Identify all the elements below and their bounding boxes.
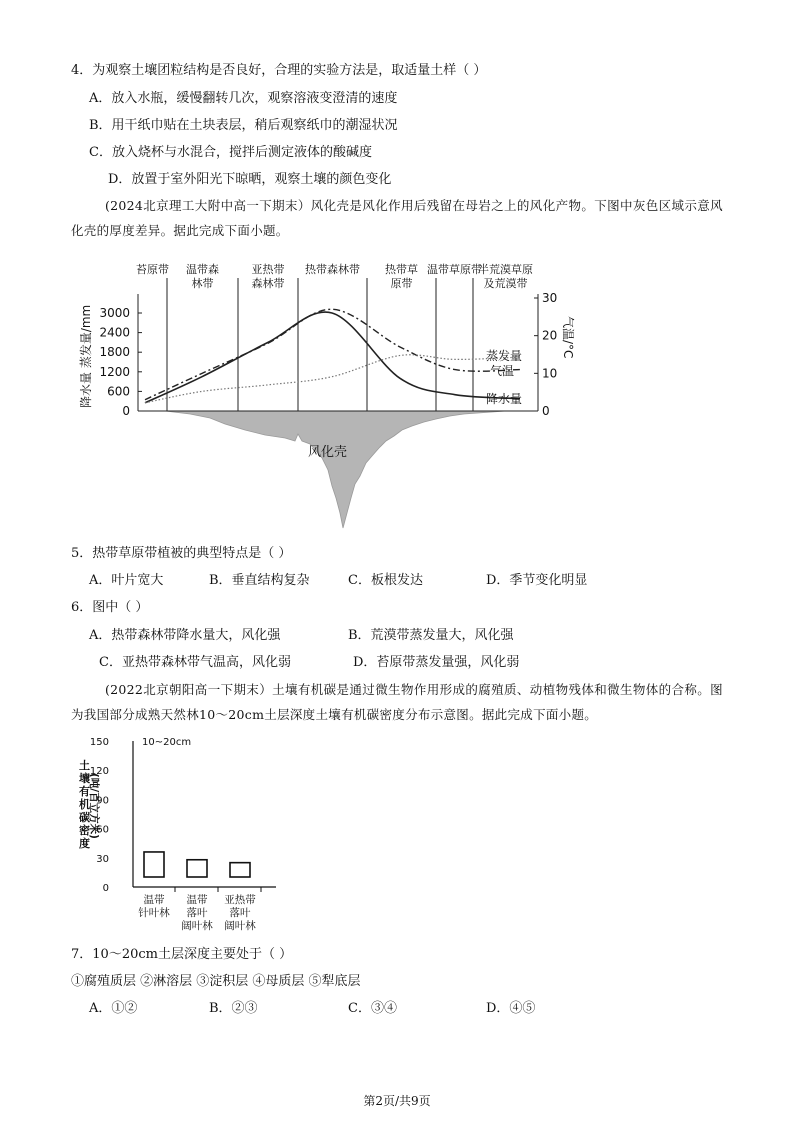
- right-tick-label: 30: [542, 291, 558, 305]
- zone-label-5: 热带草: [385, 263, 418, 276]
- zone-label-3: 森林带: [251, 277, 285, 290]
- q4-stem: 4．为观察土壤团粒结构是否良好，合理的实验方法是，取适量土样（ ）: [71, 63, 487, 78]
- q6-option-b: B．荒漠带蒸发量大，风化强: [348, 628, 514, 643]
- q7-option-d: D．④⑤: [486, 1001, 536, 1016]
- precipitation-line: [145, 312, 523, 403]
- category-label-3: 落叶: [229, 907, 251, 919]
- right-tick-label: 20: [542, 328, 558, 343]
- q5-option-a: A．叶片宽大: [89, 573, 164, 588]
- zone-dividers: [167, 278, 473, 411]
- y-tick-label: 30: [96, 853, 109, 865]
- y-tick-label: 60: [96, 824, 109, 836]
- q6-stem: 6．图中（ ）: [71, 600, 149, 615]
- left-tick-label: 1800: [99, 345, 130, 360]
- zone-label-7: 及荒漠带: [483, 277, 528, 290]
- left-tick-label: 1200: [99, 364, 130, 379]
- weathering-crust-label: 风化壳: [308, 445, 348, 460]
- q7-option-c: C．③④: [348, 1001, 397, 1016]
- soil-carbon-chart: [66, 733, 286, 938]
- q6-options-row1: [89, 627, 729, 645]
- left-tick-label: 0: [122, 404, 130, 418]
- right-axis-ticks: [534, 291, 557, 418]
- bar-1: [144, 852, 164, 877]
- category-label-2: 温带: [186, 894, 208, 906]
- evaporation-label: 蒸发量: [486, 349, 523, 363]
- q6-option-d: D．苔原带蒸发量强，风化弱: [353, 655, 520, 670]
- right-axis-label: 气温/°C: [561, 316, 575, 359]
- q5-option-d: D．季节变化明显: [486, 573, 588, 588]
- zone-label-5: 原带: [390, 277, 413, 290]
- x-axis-separators: [175, 887, 261, 892]
- q5-options: [89, 572, 729, 590]
- chart2-title: 10~20cm: [142, 737, 192, 748]
- right-tick-label: 10: [542, 366, 558, 381]
- q5-option-c: C．板根发达: [348, 573, 423, 588]
- y-tick-label: 90: [96, 795, 109, 807]
- category-label-3: 亚热带: [224, 894, 256, 906]
- left-tick-label: 600: [107, 384, 130, 399]
- q6-option-c: C．亚热带森林带气温高，风化弱: [99, 655, 291, 670]
- zone-label-2: 温带森: [186, 263, 219, 276]
- category-labels: [138, 893, 256, 932]
- page-footer: 第2页/共9页: [363, 1094, 431, 1108]
- zone-label-2: 林带: [191, 277, 214, 290]
- right-tick-label: 0: [542, 404, 550, 418]
- temperature-label: 气温: [490, 364, 515, 378]
- left-tick-label: 2400: [99, 325, 130, 340]
- left-axis-ticks: [99, 306, 142, 418]
- y-axis-label-unit: (吨/百立方米): [88, 773, 100, 839]
- y-tick-label: 120: [89, 766, 109, 778]
- bars: [144, 852, 250, 877]
- q5-stem: 5．热带草原带植被的典型特点是（ ）: [71, 546, 292, 561]
- category-label-1: 针叶林: [138, 907, 170, 919]
- category-label-2: 落叶: [186, 907, 208, 919]
- y-tick-label: 0: [102, 883, 109, 894]
- q4-option-b: B．用干纸巾贴在土块表层，稍后观察纸巾的潮湿状况: [89, 118, 398, 133]
- zone-label-6: 温带草原带: [427, 263, 482, 276]
- zone-label-7: 半荒漠草原: [478, 263, 533, 276]
- precipitation-label: 降水量: [486, 392, 523, 406]
- q6-option-a: A．热带森林带降水量大，风化强: [89, 628, 281, 643]
- left-axis-label: 降水量 蒸发量/mm: [79, 304, 93, 408]
- q7-option-b: B．②③: [209, 1001, 258, 1016]
- weathering-crust-chart: [70, 258, 575, 540]
- zone-label-4: 热带森林带: [305, 263, 360, 276]
- q4-option-a: A．放入水瓶，缓慢翻转几次，观察溶液变澄清的速度: [89, 91, 398, 106]
- q5-option-b: B．垂直结构复杂: [209, 573, 310, 588]
- intro-soil-carbon: (2022北京朝阳高一下期末）土壤有机碳是通过微生物作用形成的腐殖质、动植物残体和微生物体的合称。图为我国部分成熟天然林10～20cm土层深度土壤有机碳密度分布示意图。据此完成下面小题。: [71, 682, 723, 722]
- q7-stem: 7．10～20cm土层深度主要处于（ ）: [71, 947, 293, 962]
- q7-option-a: A．①②: [89, 1001, 138, 1016]
- intro-weathering-crust: (2024北京理工大附中高一下期末）风化壳是风化作用后残留在母岩之上的风化产物。下图中灰色区域示意风化壳的厚度差异。据此完成下面小题。: [71, 198, 723, 238]
- weathering-crust-area: [138, 411, 530, 528]
- left-tick-label: 3000: [99, 306, 130, 320]
- bar-2: [187, 860, 207, 877]
- q4-option-c: C．放入烧杯与水混合，搅拌后测定液体的酸碱度: [89, 145, 372, 160]
- y-tick-label: 150: [89, 737, 109, 748]
- bar-3: [230, 863, 250, 877]
- q4-option-d: D．放置于室外阳光下晾晒，观察土壤的颜色变化: [108, 172, 392, 187]
- q6-options-row2: [99, 654, 739, 672]
- category-label-1: 温带: [143, 894, 165, 906]
- category-label-3: 阔叶林: [224, 920, 256, 932]
- y-axis-label-main: 土壤有机碳密度: [79, 759, 90, 850]
- zone-label-3: 亚热带: [251, 263, 285, 276]
- zone-label-1: 苔原带: [136, 263, 169, 276]
- q7-soil-layers: ①腐殖质层 ②淋溶层 ③淀积层 ④母质层 ⑤犁底层: [71, 974, 361, 989]
- category-label-2: 阔叶林: [181, 920, 213, 932]
- q7-options: [89, 1000, 729, 1018]
